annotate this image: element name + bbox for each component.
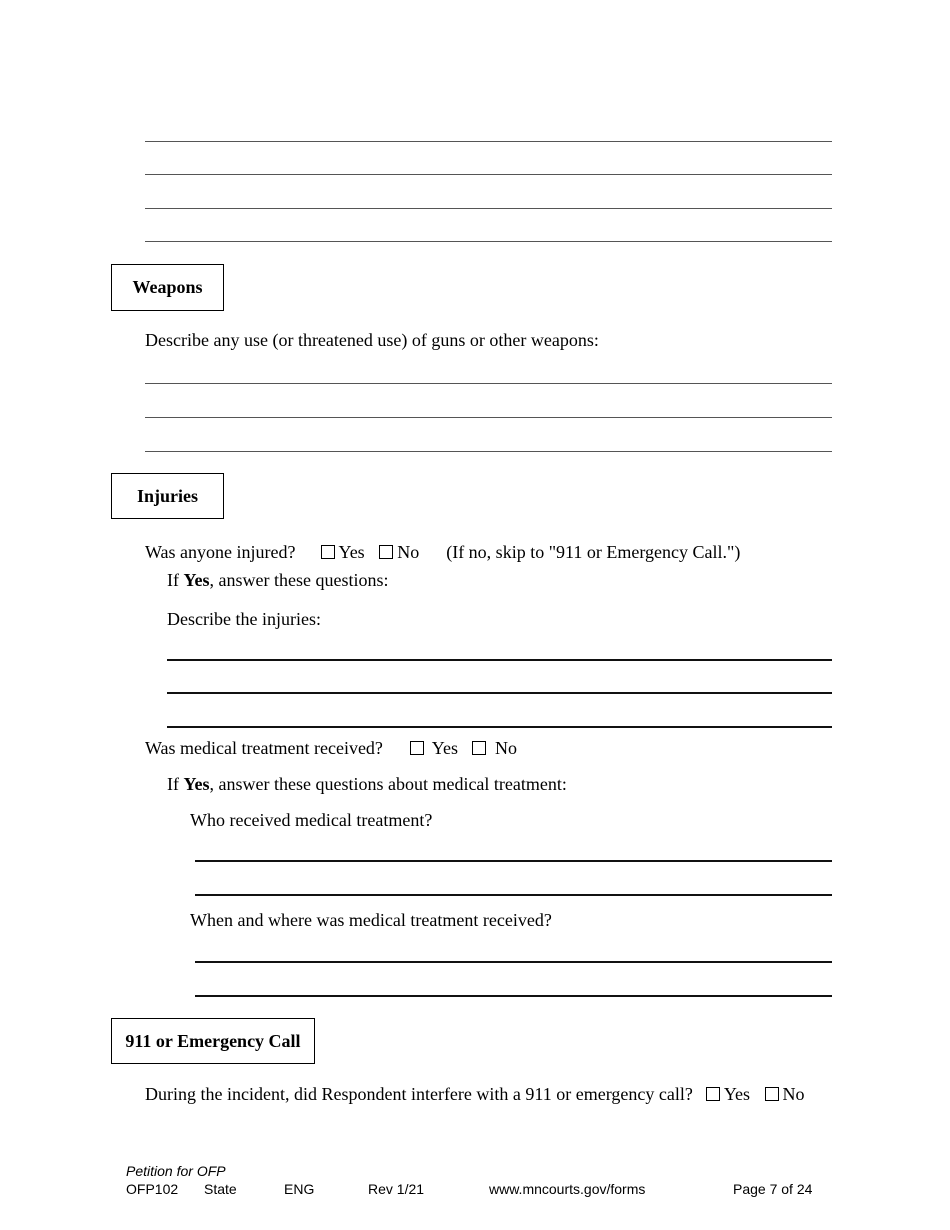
weapons-heading <box>111 264 224 311</box>
emergency-yes-option[interactable] <box>706 1083 750 1105</box>
medical-no-label: No <box>494 738 517 758</box>
footer-url[interactable]: www.mncourts.gov/forms <box>489 1181 646 1197</box>
footer-scope: State <box>204 1181 237 1197</box>
describe-injuries-prompt: Describe the injuries: <box>167 609 321 629</box>
if-prefix: If <box>167 570 184 590</box>
medical-yes-checkbox[interactable] <box>410 741 424 755</box>
if-yes-bold: Yes <box>183 570 210 590</box>
if-suffix: , answer these questions: <box>209 570 389 590</box>
footer-page-number: Page 7 of 24 <box>733 1181 813 1197</box>
medical-question-row <box>145 737 527 759</box>
injuries-answer-line[interactable] <box>167 659 832 661</box>
weapons-answer-line[interactable] <box>145 383 832 384</box>
answer-line[interactable] <box>145 208 832 209</box>
injured-yes-label: Yes <box>338 542 365 562</box>
medical-yes-label: Yes <box>431 738 458 758</box>
medical-yes-option[interactable] <box>410 737 458 759</box>
emergency-question-row <box>145 1083 815 1105</box>
who-received-answer-line[interactable] <box>195 860 832 862</box>
emergency-no-checkbox[interactable] <box>765 1087 779 1101</box>
emergency-yes-checkbox[interactable] <box>706 1087 720 1101</box>
weapons-answer-line[interactable] <box>145 417 832 418</box>
medical-if-suffix: , answer these questions about medical treatment: <box>209 774 567 794</box>
injured-no-checkbox[interactable] <box>379 545 393 559</box>
medical-if-yes <box>167 773 567 795</box>
injured-skip-note: (If no, skip to "911 or Emergency Call.") <box>446 542 741 562</box>
injuries-answer-line[interactable] <box>167 692 832 694</box>
injured-no-label: No <box>397 542 420 562</box>
who-received-answer-line[interactable] <box>195 894 832 896</box>
injured-question-row <box>145 541 740 563</box>
injuries-heading-label: Injuries <box>136 485 198 506</box>
if-prefix: If <box>167 774 184 794</box>
answer-line[interactable] <box>145 141 832 142</box>
medical-no-option[interactable] <box>472 737 517 759</box>
injured-yes-checkbox[interactable] <box>321 545 335 559</box>
footer-language: ENG <box>284 1181 315 1197</box>
injured-yes-option[interactable] <box>321 541 365 563</box>
emergency-heading-label: 911 or Emergency Call <box>125 1030 301 1051</box>
emergency-no-label: No <box>782 1084 805 1104</box>
weapons-prompt: Describe any use (or threatened use) of guns or other weapons: <box>145 330 599 350</box>
when-where-answer-line[interactable] <box>195 995 832 997</box>
emergency-no-option[interactable] <box>765 1083 805 1105</box>
medical-question: Was medical treatment received? <box>145 738 383 758</box>
when-where-answer-line[interactable] <box>195 961 832 963</box>
weapons-heading-label: Weapons <box>132 277 203 297</box>
injured-question: Was anyone injured? <box>145 542 296 562</box>
answer-line[interactable] <box>145 174 832 175</box>
footer-revision: Rev 1/21 <box>368 1181 425 1197</box>
injuries-answer-line[interactable] <box>167 726 832 728</box>
when-where-prompt: When and where was medical treatment received? <box>190 910 552 930</box>
footer-form-title: Petition for OFP <box>126 1163 226 1179</box>
injuries-heading <box>111 473 224 519</box>
emergency-yes-label: Yes <box>723 1084 751 1104</box>
emergency-question: During the incident, did Respondent interfere with a 911 or emergency call? <box>145 1084 693 1104</box>
answer-line[interactable] <box>145 241 832 242</box>
if-yes-bold: Yes <box>183 774 210 794</box>
emergency-heading <box>111 1018 315 1064</box>
medical-no-checkbox[interactable] <box>472 741 486 755</box>
weapons-answer-line[interactable] <box>145 451 832 452</box>
footer-form-id: OFP102 <box>126 1181 179 1197</box>
who-received-prompt: Who received medical treatment? <box>190 810 433 830</box>
injured-if-yes <box>167 569 388 591</box>
injured-no-option[interactable] <box>379 541 419 563</box>
